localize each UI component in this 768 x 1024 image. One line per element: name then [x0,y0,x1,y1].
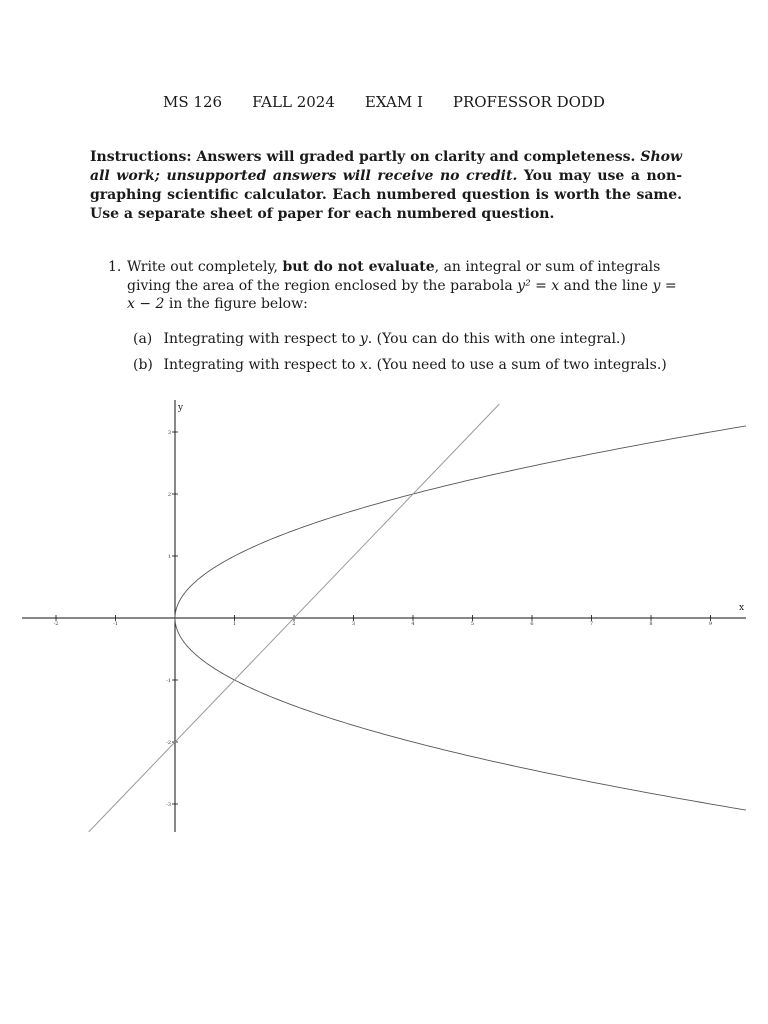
x-tick-label: 5 [470,621,475,627]
x-tick-label: 6 [530,621,534,627]
x-tick-label: 9 [708,621,713,627]
x-tick-label: 4 [411,621,415,627]
part-variable: y [359,331,368,347]
exam-term: FALL 2024 [252,93,335,111]
y-tick-label: 2 [167,492,171,498]
x-axis-label: x [739,603,745,613]
x-tick-label: 1 [232,621,237,627]
instructions-emphasis: Show all work; unsupported answers will receive no credit. [90,149,683,184]
question-number: 1. [108,259,122,275]
question-text-mid2: and the line [563,277,649,294]
x-tick-label: -1 [113,621,118,627]
exam-name: EXAM I [364,93,423,111]
x-tick-label: 2 [292,621,296,627]
part-text: Integrating with respect to [163,357,356,373]
y-tick-label: -3 [166,802,171,808]
part-text-after: . (You need to use a sum of two integrals.) [367,357,667,373]
part-label: (b) [133,357,153,373]
y-axis-label: y [178,403,184,413]
question-bold-phrase: but do not evaluate [282,259,435,275]
part-label: (a) [133,331,153,347]
y-tick-label: -2 [166,740,171,746]
y-tick-label: 3 [167,430,171,436]
x-tick-label: -2 [53,621,59,627]
x-tick-label: 8 [649,621,653,627]
question-text-mid: , an integral or sum of integrals giving the area of the region enclosed by the parabola [127,259,661,294]
x-tick-label: 3 [351,621,356,627]
line-equation: y = x − 2 [127,277,677,312]
part-text-after: . (You can do this with one integral.) [367,331,626,347]
y-tick-label: 1 [167,554,171,560]
part-variable: x [359,357,368,373]
y-tick-label: -1 [166,678,171,684]
question-text-end: in the figure below: [168,296,308,312]
parabola-equation: y² = x [517,277,560,294]
part-text: Integrating with respect to [163,331,356,347]
course-code: MS 126 [163,93,223,111]
question-text-start: Write out completely, [127,259,278,275]
x-tick-label: 7 [589,621,594,627]
professor-name: PROFESSOR DODD [452,93,605,111]
instructions-text: Instructions: Answers will graded partly on clarity and completeness. [90,149,636,165]
instructions-text-2: You may use a non-graphing scientific calculator. Each numbered question is worth the same. Use a separate sheet of paper for each numbered question. [90,168,683,222]
